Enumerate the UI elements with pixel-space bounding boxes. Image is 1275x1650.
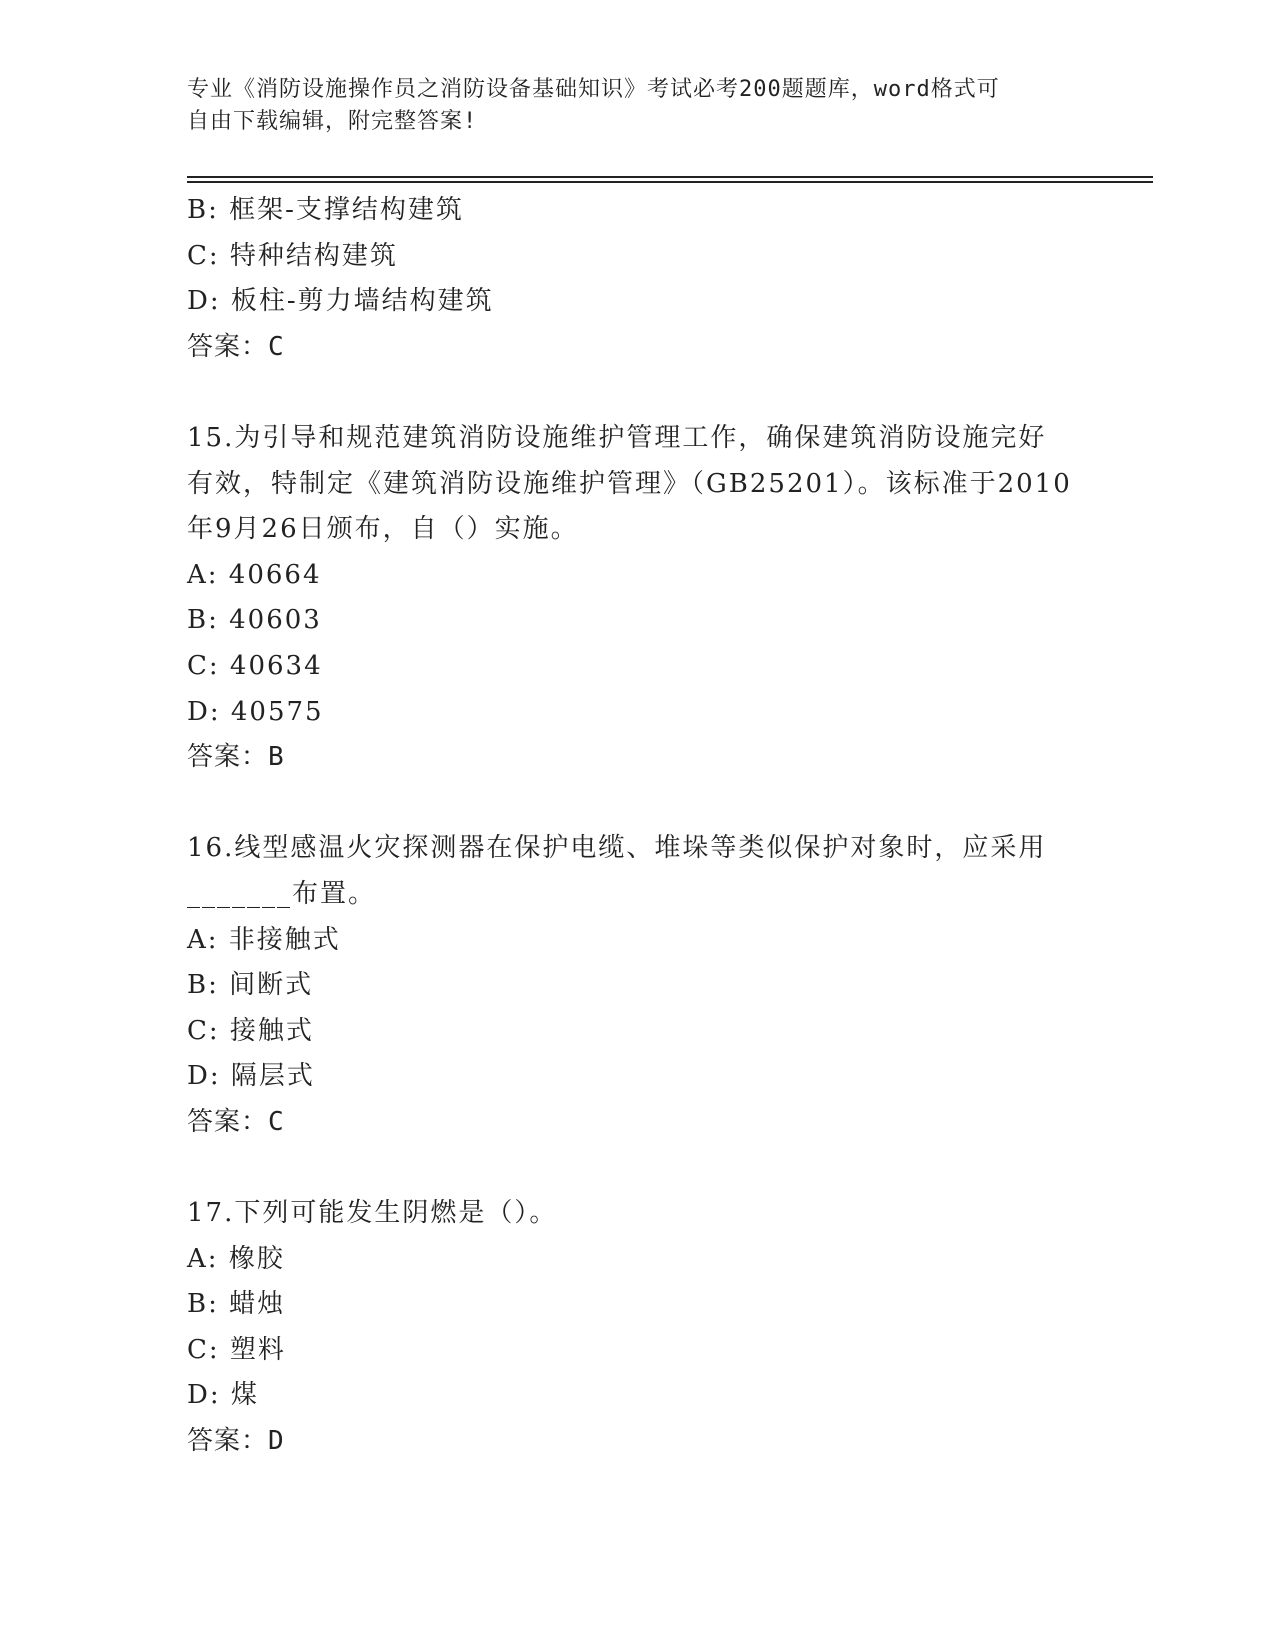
answer-line: 答案：C bbox=[187, 331, 285, 362]
option-c: C: 接触式 bbox=[187, 1015, 314, 1046]
spacer bbox=[187, 1145, 1087, 1191]
option-a: A: 40664 bbox=[187, 559, 322, 590]
header-divider-top bbox=[187, 176, 1153, 178]
question-text-line: 15.为引导和规范建筑消防设施维护管理工作，确保建筑消防设施完好 bbox=[187, 422, 1047, 453]
option-d: D: 煤 bbox=[187, 1380, 259, 1411]
spacer bbox=[187, 370, 1087, 416]
question-text-line: 有效，特制定《建筑消防设施维护管理》（GB25201）。该标准于2010 bbox=[187, 468, 1072, 499]
option-c: C: 塑料 bbox=[187, 1334, 286, 1365]
answer-line: 答案：C bbox=[187, 1106, 285, 1137]
header-line-1: 专业《消防设施操作员之消防设备基础知识》考试必考200题题库，word格式可 bbox=[187, 77, 1000, 102]
question-text-line: 16.线型感温火灾探测器在保护电缆、堆垛等类似保护对象时，应采用 bbox=[187, 833, 1047, 864]
document-header bbox=[187, 74, 1087, 138]
option-a: A: 橡胶 bbox=[187, 1243, 285, 1274]
option-d: D: 40575 bbox=[187, 696, 324, 727]
option-c: C: 特种结构建筑 bbox=[187, 240, 398, 271]
question-text-line: 17.下列可能发生阴燃是（）。 bbox=[187, 1198, 558, 1229]
question-14-continued bbox=[187, 188, 1087, 370]
question-17 bbox=[187, 1191, 1087, 1465]
question-text-line: 年9月26日颁布，自（）实施。 bbox=[187, 514, 579, 545]
option-b: B: 蜡烛 bbox=[187, 1289, 286, 1320]
question-text-line: _______布置。 bbox=[187, 878, 377, 909]
option-b: B: 40603 bbox=[187, 605, 322, 636]
answer-line: 答案：B bbox=[187, 742, 285, 773]
option-c: C: 40634 bbox=[187, 650, 323, 681]
header-line-2: 自由下载编辑，附完整答案! bbox=[187, 109, 478, 134]
spacer bbox=[187, 781, 1087, 827]
option-b: B: 框架-支撑结构建筑 bbox=[187, 195, 464, 225]
option-a: A: 非接触式 bbox=[187, 924, 341, 955]
option-d: D: 板柱-剪力墙结构建筑 bbox=[187, 286, 494, 317]
question-content bbox=[187, 188, 1087, 1465]
header-divider-bottom bbox=[187, 181, 1153, 183]
question-15 bbox=[187, 416, 1087, 781]
option-d: D: 隔层式 bbox=[187, 1061, 315, 1092]
answer-line: 答案：D bbox=[187, 1426, 285, 1457]
option-b: B: 间断式 bbox=[187, 970, 314, 1001]
question-16 bbox=[187, 826, 1087, 1145]
